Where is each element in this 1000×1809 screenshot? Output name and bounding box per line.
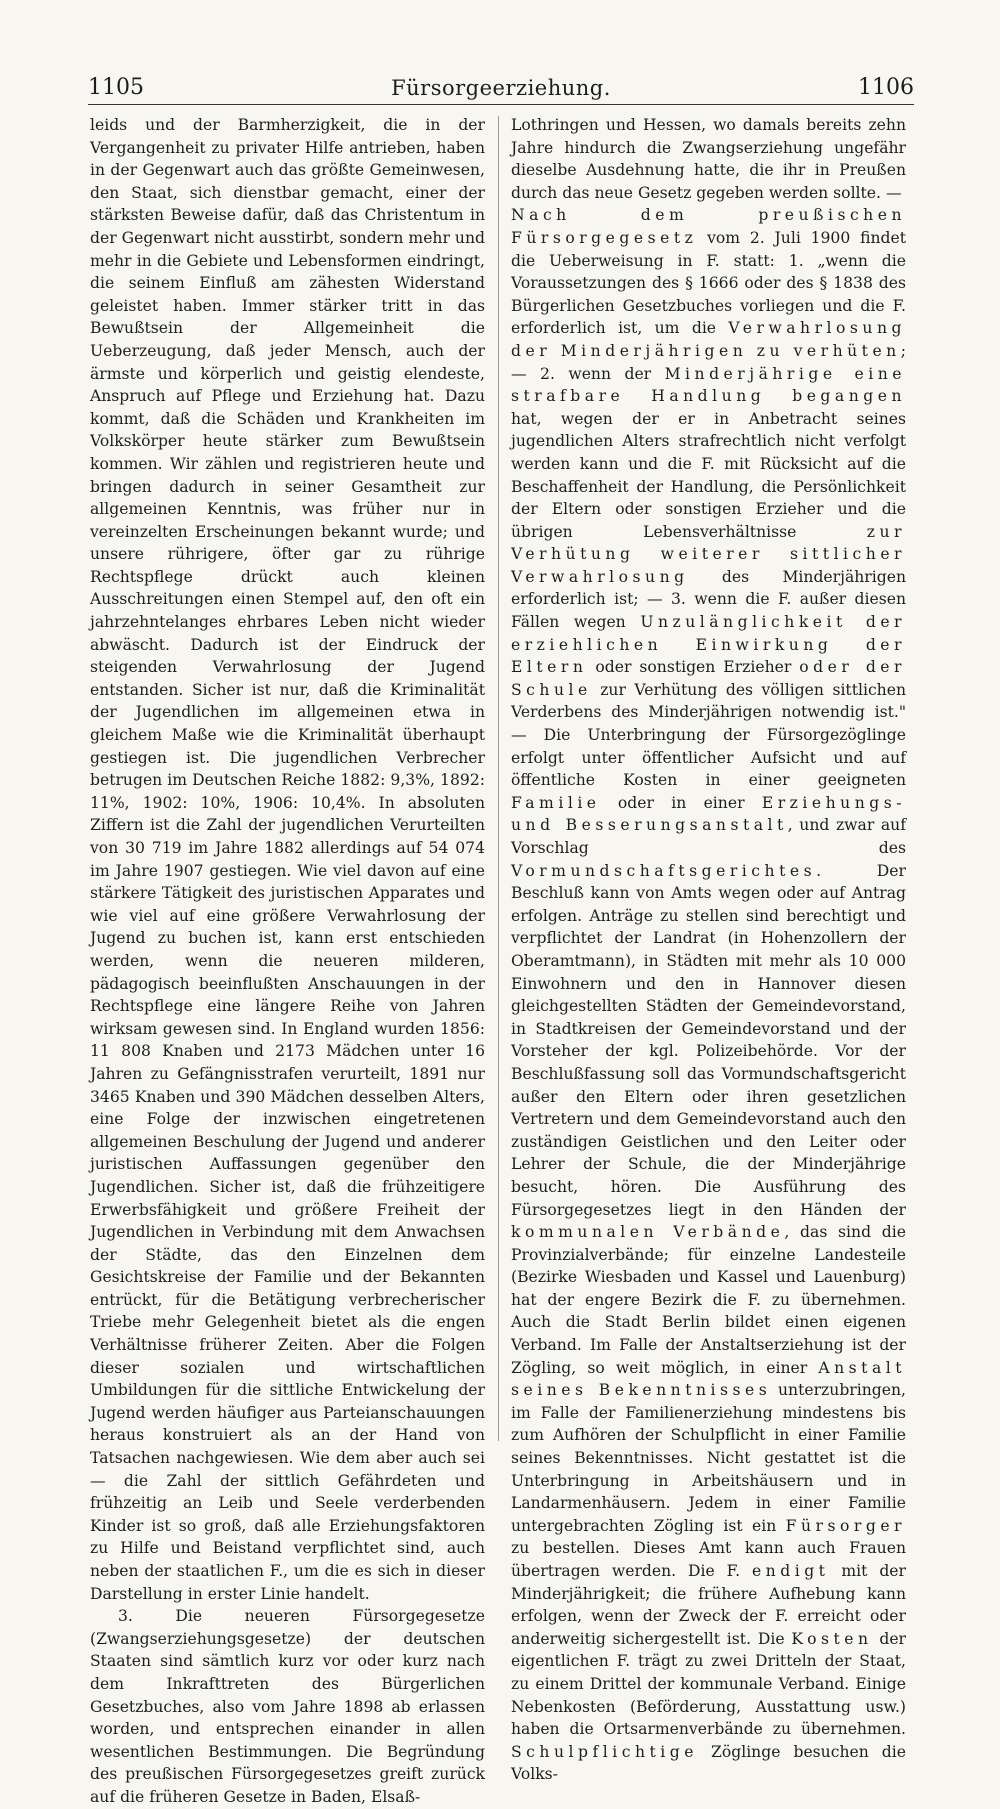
text-run: Lothringen und Hessen, wo damals bereits zehn Jahre hindurch die Zwangserziehung ungefähr dieselbe Ausdehnung hatte, die ihr in Preußen durch das neue Gesetz gegeben werden sollte. — xyxy=(511,116,906,202)
text-run: vom 2. Juli 1900 findet die Ueberweisung in F. statt: 1. „wenn die Voraussetzungen des § 1666 oder des § 1838 des Bürgerlichen Gesetzbuches vorliegen und die F. erforderlich ist, um die xyxy=(511,228,906,338)
spaced-emphasis: Anstalt seines Bekenntnisses xyxy=(511,1358,906,1400)
running-title: Fürsorgeerziehung. xyxy=(391,76,611,100)
left-paragraph-1: leids und der Barmherzigkeit, die in der Vergangenheit zu privater Hilfe antrieben, haben in der Gegenwart auch das größte Gemeinwesen, den Staat, sich dienstbar gemacht, einer der stärksten Beweise dafür, daß das Christentum in der Gegenwart nicht ausstirbt, sondern mehr und mehr in die Gebiete und Lebensformen eindringt, die seinem Einfluß am zähesten Widerstand geleistet haben. Immer stärker tritt in das Bewußtsein der Allgemeinheit die Ueberzeugung, daß jeder Mensch, auch der ärmste und körperlich und geistig elendeste, Anspruch auf Pflege und Erziehung hat. Dazu kommt, daß die Schäden und Krankheiten im Volkskörper heute stärker zum Bewußtsein kommen. Wir zählen und registrieren heute und bringen dadurch in seiner Gesamtheit zur allgemeinen Kenntnis, was früher nur in vereinzelten Erscheinungen bekannt wurde; und unsere rührigere, öfter gar zu rührige Rechtspflege drückt auch kleinen Ausschreitungen einen Stempel auf, den oft ein jahrzehntelanges ehrbares Leben nicht wieder abwäscht. Dadurch ist der Eindruck der steigenden Verwahrlosung der Jugend entstanden. Sicher ist nur, daß die Kriminalität der Jugendlichen im allgemeinen etwa in gleichem Maße wie die Kriminalität überhaupt gestiegen ist. Die jugendlichen Verbrecher betrugen im Deutschen Reiche 1882: 9,3%, 1892: 11%, 1902: 10%, 1906: 10,4%. In absoluten Ziffern ist die Zahl der jugendlichen Verurteilten von 30 719 im Jahre 1882 allerdings auf 54 074 im Jahre 1907 gestiegen. Wie viel davon auf eine stärkere Tätigkeit des juristischen Apparates und wie viel auf eine größere Verwahrlosung der Jugend zu buchen ist, kann erst entschieden werden, wenn die neueren milderen, pädagogisch beeinflußten Anschauungen in der Rechtspflege eine längere Reihe von Jahren wirksam gewesen sind. In England wurden 1856: 11 808 Knaben und 2173 Mädchen unter 16 Jahren zu Gefängnisstrafen verurteilt, 1891 nur 3465 Knaben und 390 Mädchen desselben Alters, eine Folge der inzwischen eingetretenen allgemeinen Beschulung der Jugend und anderer juristischen Auffassungen gegenüber den Jugendlichen. Sicher ist, daß die frühzeitigere Erwerbsfähigkeit und größere Freiheit der Jugendlichen in Verbindung mit dem Anwachsen der Städte, das den Einzelnen dem Gesichtskreise der Familie und der Bekannten entrückt, für die Betätigung verbrecherischer Triebe mehr Gelegenheit bietet als die engen Verhältnisse früherer Zeiten. Aber die Folgen dieser sozialen und wirtschaftlichen Umbildungen für die sittliche Entwickelung der Jugend werden häufiger aus Parteianschauungen heraus konstruiert als an der Hand von Tatsachen nachgewiesen. Wie dem aber auch sei — die Zahl der sittlich Gefährdeten und frühzeitig an Leib und Seele verderbenden Kinder ist so groß, daß alle Erziehungsfaktoren zu Hilfe und Beistand verpflichtet sind, auch neben der staatlichen F., um die es sich in dieser Darstellung in erster Linie handelt. xyxy=(90,116,485,1603)
text-run: ; — 2. wenn der xyxy=(511,341,906,383)
header-rule xyxy=(88,104,914,105)
left-column xyxy=(90,114,485,1809)
column-divider xyxy=(498,116,499,1441)
text-run: zur Verhütung des völligen sittlichen Verderbens des Minderjährigen notwendig ist." — Die Unterbringung der Fürsorgezöglinge erfolgt unter öffentlicher Aufsicht und auf öffentliche Kosten in einer geeigneten xyxy=(511,680,906,790)
spaced-emphasis: Erziehungs- und Besserungsanstalt xyxy=(511,793,906,835)
spaced-emphasis: Nach dem preußischen Fürsorgegesetz xyxy=(511,206,906,247)
page-number-right: 1106 xyxy=(858,75,914,100)
spaced-emphasis: Schulpflichtige xyxy=(511,1742,698,1761)
spaced-emphasis: Familie xyxy=(511,793,601,812)
text-run: oder in einer xyxy=(600,793,762,812)
right-paragraph-1 xyxy=(511,114,906,1786)
text-run: , und zwar auf Vorschlag des xyxy=(511,816,906,857)
spaced-emphasis: endigt xyxy=(751,1562,830,1580)
text-run: oder sonstigen Erzieher xyxy=(587,658,800,677)
text-run: Zöglinge besuchen die Volks- xyxy=(511,1742,906,1784)
spaced-emphasis: zur Verhütung weiterer sittlicher Verwahrlosung xyxy=(511,522,906,586)
spaced-emphasis: Verwahrlosung der Minderjährigen zu verhüten xyxy=(511,319,906,360)
right-column xyxy=(511,114,906,1786)
spaced-emphasis: kommunalen Verbände xyxy=(511,1223,785,1242)
text-run: zu bestellen. Dieses Amt kann auch Frauen übertragen werden. Die F. xyxy=(511,1539,906,1580)
left-paragraph-2: 3. Die neueren Fürsorgegesetze (Zwangserziehungsgesetze) der deutschen Staaten sind sämtlich kurz vor oder kurz nach dem Inkrafttreten des Bürgerlichen Gesetzbuches, also vom Jahre 1898 ab erlassen worden, und entsprechen einander in allen wesentlichen Bestimmungen. Die Begründung des preußischen Fürsorgegesetzes greift zurück auf die früheren Gesetze in Baden, Elsaß- xyxy=(90,1607,485,1806)
text-run: des Minderjährigen erforderlich ist; — 3. wenn die F. außer diesen Fällen wegen xyxy=(511,567,906,632)
spaced-emphasis: Fürsorger xyxy=(785,1516,906,1535)
text-run: unterzubringen, im Falle der Familienerziehung mindestens bis zum Aufhören der Schulpflicht in einer Familie seines Bekenntnisses. Nicht gestattet ist die Unterbringung in Arbeitshäusern und in Landarmenhäusern. Jedem in einer Familie untergebrachten Zögling ist ein xyxy=(511,1381,906,1535)
spaced-emphasis: Unzulänglichkeit der erziehlichen Einwirkung der Eltern xyxy=(511,613,906,677)
text-run: mit der Minderjährigkeit; die frühere Aufhebung kann erfolgen, wenn der Zweck der F. erreicht oder anderweitig sichergestellt ist. Die xyxy=(511,1562,906,1648)
page-header xyxy=(88,68,914,100)
spaced-emphasis: oder der Schule xyxy=(511,658,906,699)
spaced-emphasis: Minderjährige eine strafbare Handlung begangen xyxy=(511,364,906,406)
spaced-emphasis: Kosten xyxy=(791,1629,873,1648)
spaced-emphasis: Vormundschaftsgerichtes xyxy=(511,861,817,880)
text-run: . Der Beschluß kann von Amts wegen oder auf Antrag erfolgen. Anträge zu stellen sind berechtigt und verpflichtet der Landrat (in Hohenzollern der Oberamtmann), in Städten mit mehr als 10 000 Einwohnern und den in Hannover diesen gleichgestellten Städten der Gemeindevorstand, in Stadtkreisen der Gemeindevorstand und der Vorsteher der kgl. Polizeibehörde. Vor der Beschlußfassung soll das Vormundschaftsgericht außer den Eltern oder ihren gesetzlichen Vertretern und dem Gemeindevorstand auch den zuständigen Geistlichen und den Leiter oder Lehrer der Schule, die der Minderjährige besucht, hören. Die Ausführung des Fürsorgegesetzes liegt in den Händen der xyxy=(511,861,906,1219)
page-number-left: 1105 xyxy=(88,75,144,100)
text-run: hat, wegen der er in Anbetracht seines jugendlichen Alters strafrechtlich nicht verfolgt werden kann und die F. mit Rücksicht auf die Beschaffenheit der Handlung, die Persönlichkeit der Eltern oder sonstigen Erzieher und die übrigen Lebensverhältnisse xyxy=(511,409,906,541)
text-run: , das sind die Provinzialverbände; für einzelne Landesteile (Bezirke Wiesbaden und Kassel und Lauenburg) hat der engere Bezirk die F. zu übernehmen. Auch die Stadt Berlin bildet einen eigenen Verband. Im Falle der Anstaltserziehung ist der Zögling, so weit möglich, in einer xyxy=(511,1223,906,1377)
text-run: der eigentlichen F. trägt zu zwei Dritteln der Staat, zu einem Drittel der kommunale Verband. Einige Nebenkosten (Beförderung, Ausstattung usw.) haben die Ortsarmenverbände zu übernehmen. xyxy=(511,1629,906,1739)
